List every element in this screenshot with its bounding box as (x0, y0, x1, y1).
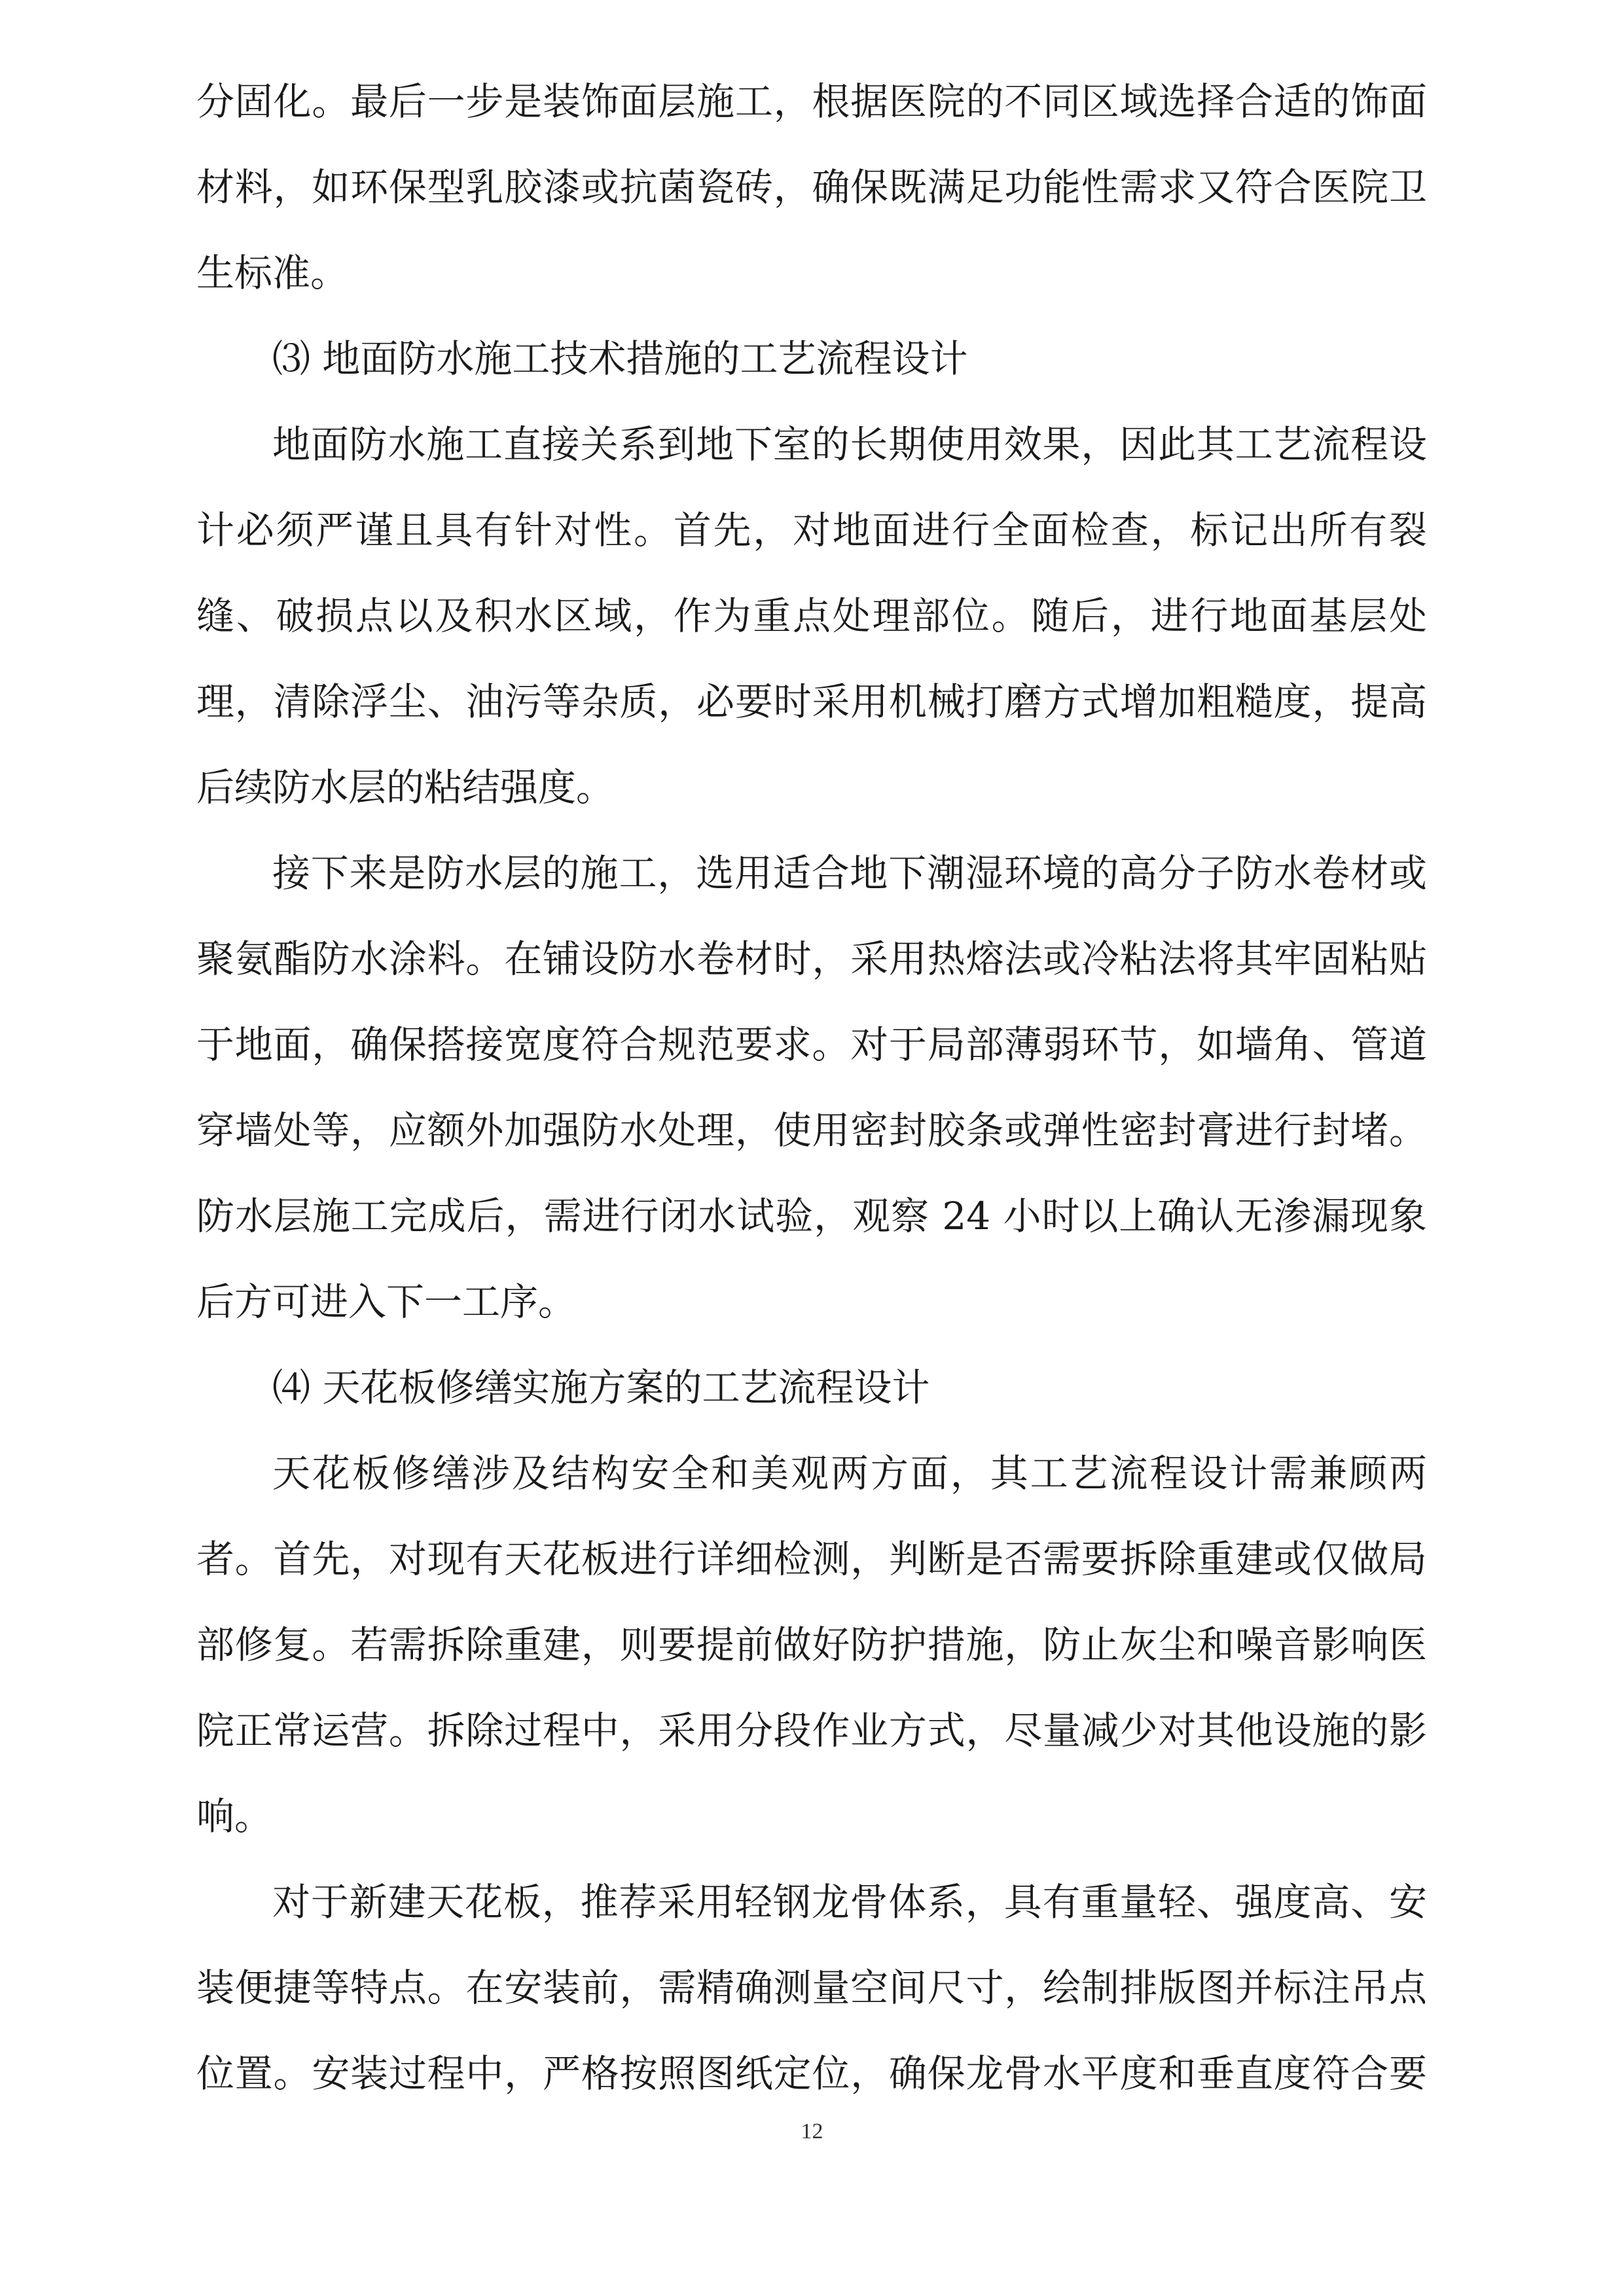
text-line: 穿墙处等，应额外加强防水处理，使用密封胶条或弹性密封膏进行封堵。 (196, 1108, 1427, 1153)
text-line: 响。 (196, 1794, 273, 1839)
section-heading-3: ⑶ 地面防水施工技术措施的工艺流程设计 (272, 336, 968, 381)
text-line: 部修复。若需拆除重建，则要提前做好防护措施，防止灰尘和噪音影响医 (196, 1623, 1427, 1667)
text-line: 天花板修缮涉及结构安全和美观两方面，其工艺流程设计需兼顾两 (272, 1451, 1427, 1496)
page-body (196, 59, 1427, 2117)
text-line: 位置。安装过程中，严格按照图纸定位，确保龙骨水平度和垂直度符合要 (196, 2051, 1427, 2096)
text-line: 生标准。 (196, 251, 349, 295)
text-line: 后续防水层的粘结强度。 (196, 765, 615, 810)
text-line: 地面防水施工直接关系到地下室的长期使用效果，因此其工艺流程设 (272, 422, 1427, 467)
text-line: 院正常运营。拆除过程中，采用分段作业方式，尽量减少对其他设施的影 (196, 1708, 1427, 1753)
text-line: 计必须严谨且具有针对性。首先，对地面进行全面检查，标记出所有裂 (196, 508, 1427, 552)
text-line: 者。首先，对现有天花板进行详细检测，判断是否需要拆除重建或仅做局 (196, 1537, 1427, 1581)
text-line: 于地面，确保搭接宽度符合规范要求。对于局部薄弱环节，如墙角、管道 (196, 1022, 1427, 1067)
text-line: 装便捷等特点。在安装前，需精确测量空间尺寸，绘制排版图并标注吊点 (196, 1965, 1427, 2010)
section-heading-4: ⑷ 天花板修缮实施方案的工艺流程设计 (272, 1365, 930, 1410)
text-line: 缝、破损点以及积水区域，作为重点处理部位。随后，进行地面基层处 (196, 594, 1427, 638)
text-line: 理，清除浮尘、油污等杂质，必要时采用机械打磨方式增加粗糙度，提高 (196, 679, 1427, 724)
text-line: 后方可进入下一工序。 (196, 1280, 577, 1324)
text-line: 分固化。最后一步是装饰面层施工，根据医院的不同区域选择合适的饰面 (196, 79, 1427, 124)
page-number: 12 (801, 2119, 823, 2144)
text-line: 聚氨酯防水涂料。在铺设防水卷材时，采用热熔法或冷粘法将其牢固粘贴 (196, 937, 1427, 981)
text-line: 接下来是防水层的施工，选用适合地下潮湿环境的高分子防水卷材或 (272, 851, 1427, 895)
text-line: 材料，如环保型乳胶漆或抗菌瓷砖，确保既满足功能性需求又符合医院卫 (196, 165, 1427, 209)
text-line: 对于新建天花板，推荐采用轻钢龙骨体系，具有重量轻、强度高、安 (272, 1880, 1427, 1924)
text-line: 防水层施工完成后，需进行闭水试验，观察 24 小时以上确认无渗漏现象 (196, 1194, 1427, 1238)
